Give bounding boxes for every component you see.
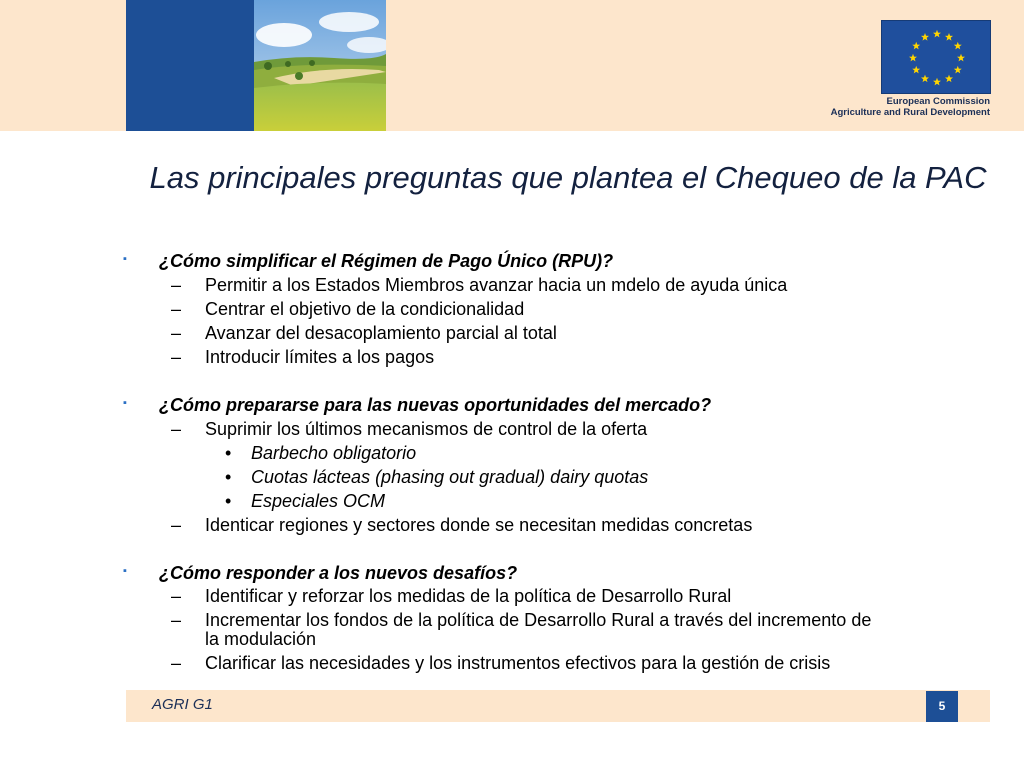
- list-item: Identificar y reforzar los medidas de la política de Desarrollo Rural: [205, 586, 732, 606]
- dash-marker: –: [171, 586, 182, 606]
- logo-line-2: Agriculture and Rural Development: [830, 107, 990, 118]
- dash-marker: –: [171, 323, 182, 343]
- dash-marker: –: [171, 275, 182, 295]
- dash-marker: –: [171, 610, 182, 630]
- list-item: Clarificar las necesidades y los instrumentos efectivos para la gestión de crisis: [205, 653, 831, 673]
- question-2: ¿Cómo prepararse para las nuevas oportunidades del mercado?: [159, 395, 712, 415]
- bullet-marker: ▪: [123, 565, 127, 577]
- slide-title: Las principales preguntas que plantea el Chequeo de la PAC: [149, 160, 987, 195]
- bullet-marker: ▪: [123, 253, 127, 265]
- sub-list-item: Cuotas lácteas (phasing out gradual) dairy quotas: [251, 467, 649, 487]
- sub-list-item: Barbecho obligatorio: [251, 443, 417, 463]
- dot-marker: •: [225, 443, 232, 463]
- bullet-marker: ▪: [123, 397, 127, 409]
- list-item: Introducir límites a los pagos: [205, 347, 435, 367]
- logo-line-1: European Commission: [886, 96, 990, 107]
- dash-marker: –: [171, 299, 182, 319]
- list-item: Suprimir los últimos mecanismos de control de la oferta: [205, 419, 648, 439]
- question-3: ¿Cómo responder a los nuevos desafíos?: [159, 563, 518, 583]
- list-item-continuation: la modulación: [205, 629, 317, 649]
- footer-band: [126, 690, 990, 722]
- page-number: 5: [926, 691, 958, 722]
- sub-list-item: Especiales OCM: [251, 491, 386, 511]
- dash-marker: –: [171, 653, 182, 673]
- list-item: Identicar regiones y sectores donde se necesitan medidas concretas: [205, 515, 753, 535]
- dash-marker: –: [171, 419, 182, 439]
- footer-label: AGRI G1: [152, 696, 213, 713]
- question-1: ¿Cómo simplificar el Régimen de Pago Único (RPU)?: [159, 251, 614, 271]
- list-item: Permitir a los Estados Miembros avanzar hacia un mdelo de ayuda única: [205, 275, 788, 295]
- dot-marker: •: [225, 491, 232, 511]
- list-item: Avanzar del desacoplamiento parcial al total: [205, 323, 557, 343]
- dash-marker: –: [171, 347, 182, 367]
- dash-marker: –: [171, 515, 182, 535]
- list-item: Incrementar los fondos de la política de Desarrollo Rural a través del incremento de: [205, 610, 872, 630]
- list-item: Centrar el objetivo de la condicionalidad: [205, 299, 525, 319]
- dot-marker: •: [225, 467, 232, 487]
